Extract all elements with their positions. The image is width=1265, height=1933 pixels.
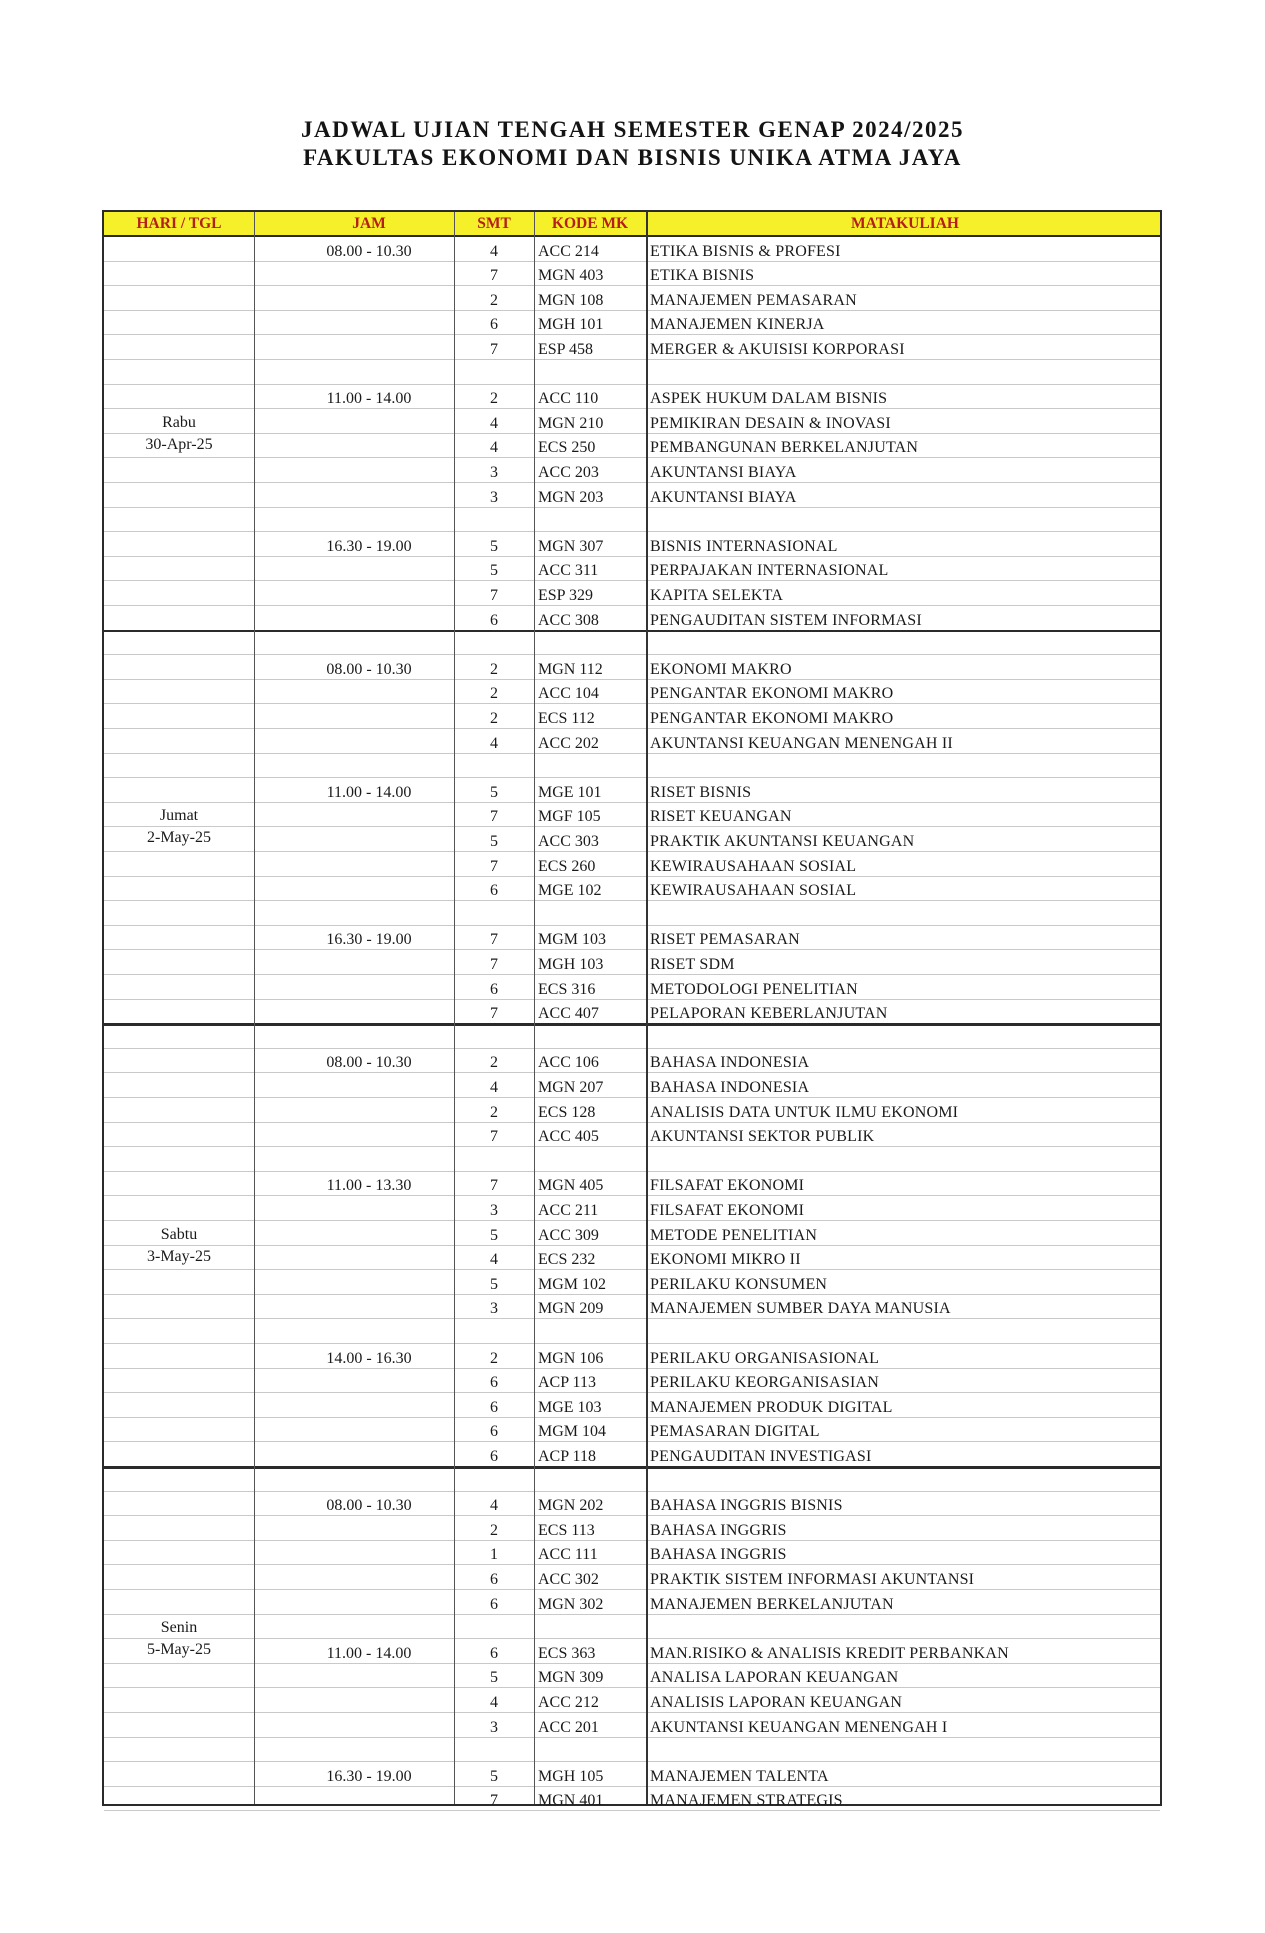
table-row <box>104 1590 1160 1615</box>
semester: 4 <box>490 414 498 432</box>
semester: 6 <box>490 1570 498 1588</box>
semester: 3 <box>490 1201 498 1219</box>
course-name: PRAKTIK SISTEM INFORMASI AKUNTANSI <box>650 1570 975 1588</box>
course-name: PENGAUDITAN SISTEM INFORMASI <box>650 611 922 629</box>
semester: 4 <box>490 734 498 752</box>
semester: 6 <box>490 1595 498 1613</box>
exam-time: 11.00 - 14.00 <box>326 390 412 408</box>
course-code: ACC 211 <box>538 1201 599 1219</box>
course-code: ACC 212 <box>538 1693 599 1711</box>
course-name: ETIKA BISNIS <box>650 267 755 285</box>
spacer-row <box>104 1147 1160 1172</box>
course-name: AKUNTANSI BIAYA <box>650 488 797 506</box>
table-row <box>104 1270 1160 1295</box>
course-name: AKUNTANSI KEUANGAN MENENGAH II <box>650 734 953 752</box>
course-name: MANAJEMEN BERKELANJUTAN <box>650 1595 894 1613</box>
course-name: AKUNTANSI KEUANGAN MENENGAH I <box>650 1718 948 1736</box>
table-row <box>104 409 1160 434</box>
table-row <box>104 286 1160 311</box>
day-date: 3-May-25 <box>147 1247 211 1265</box>
course-name: MANAJEMEN STRATEGIS <box>650 1792 843 1810</box>
semester: 3 <box>490 488 498 506</box>
exam-time: 16.30 - 19.00 <box>326 931 412 949</box>
table-row <box>104 557 1160 582</box>
course-name: PRAKTIK AKUNTANSI KEUANGAN <box>650 832 915 850</box>
table-row <box>104 237 1160 262</box>
table-row <box>104 606 1160 631</box>
table-row <box>104 729 1160 754</box>
course-code: MGN 207 <box>538 1078 604 1096</box>
course-code: MGH 103 <box>538 955 604 973</box>
semester: 5 <box>490 1226 498 1244</box>
course-name: BISNIS INTERNASIONAL <box>650 537 838 555</box>
course-code: MGN 203 <box>538 488 604 506</box>
table-row <box>104 1664 1160 1689</box>
table-row <box>104 1541 1160 1566</box>
table-row <box>104 262 1160 287</box>
course-name: RISET BISNIS <box>650 783 752 801</box>
course-code: MGM 102 <box>538 1275 607 1293</box>
column-divider <box>454 212 455 1804</box>
table-row <box>104 1246 1160 1271</box>
semester: 7 <box>490 267 498 285</box>
table-row <box>104 827 1160 852</box>
exam-time: 08.00 - 10.30 <box>326 1497 412 1515</box>
course-code: ECS 113 <box>538 1521 595 1539</box>
course-name: EKONOMI MIKRO II <box>650 1251 801 1269</box>
table-row <box>104 1221 1160 1246</box>
spacer-row <box>104 901 1160 926</box>
course-code: MGN 401 <box>538 1792 604 1810</box>
course-code: ACC 308 <box>538 611 599 629</box>
semester: 3 <box>490 1718 498 1736</box>
table-row <box>104 1098 1160 1123</box>
semester: 2 <box>490 390 498 408</box>
course-code: MGH 105 <box>538 1767 604 1785</box>
course-code: ECS 250 <box>538 439 596 457</box>
table-row <box>104 335 1160 360</box>
course-name: PEMASARAN DIGITAL <box>650 1423 820 1441</box>
course-code: ESP 458 <box>538 340 593 358</box>
header-hari: HARI / TGL <box>136 215 222 232</box>
table-row <box>104 950 1160 975</box>
course-code: ACC 201 <box>538 1718 599 1736</box>
semester: 5 <box>490 1275 498 1293</box>
semester: 7 <box>490 1792 498 1810</box>
semester: 6 <box>490 980 498 998</box>
column-divider <box>254 212 255 1804</box>
table-row <box>104 581 1160 606</box>
semester: 7 <box>490 340 498 358</box>
semester: 5 <box>490 537 498 555</box>
semester: 3 <box>490 463 498 481</box>
course-code: ACC 405 <box>538 1128 599 1146</box>
exam-time: 08.00 - 10.30 <box>326 242 412 260</box>
semester: 7 <box>490 1128 498 1146</box>
course-name: RISET SDM <box>650 955 735 973</box>
course-name: MERGER & AKUISISI KORPORASI <box>650 340 905 358</box>
course-code: MGN 405 <box>538 1177 604 1195</box>
table-row <box>104 1172 1160 1197</box>
course-name: ASPEK HUKUM DALAM BISNIS <box>650 390 888 408</box>
table-row <box>104 704 1160 729</box>
table-row <box>104 311 1160 336</box>
semester: 4 <box>490 242 498 260</box>
course-name: FILSAFAT EKONOMI <box>650 1201 805 1219</box>
column-divider <box>534 212 535 1804</box>
course-code: MGN 106 <box>538 1349 604 1367</box>
semester: 7 <box>490 1005 498 1023</box>
spacer-row <box>104 1615 1160 1640</box>
course-name: RISET KEUANGAN <box>650 808 792 826</box>
course-name: BAHASA INDONESIA <box>650 1078 810 1096</box>
semester: 2 <box>490 685 498 703</box>
table-row <box>104 877 1160 902</box>
spacer-row <box>104 1024 1160 1049</box>
course-name: MANAJEMEN SUMBER DAYA MANUSIA <box>650 1300 951 1318</box>
table-row <box>104 1344 1160 1369</box>
semester: 2 <box>490 1521 498 1539</box>
course-code: ACC 111 <box>538 1546 598 1564</box>
table-row <box>104 926 1160 951</box>
course-code: ACC 110 <box>538 390 599 408</box>
day-name: Jumat <box>159 807 199 825</box>
semester: 6 <box>490 1423 498 1441</box>
table-row <box>104 1049 1160 1074</box>
semester: 7 <box>490 931 498 949</box>
spacer-row <box>104 1319 1160 1344</box>
table-row <box>104 1787 1160 1812</box>
header-kode: KODE MK <box>551 215 629 232</box>
course-code: MGN 302 <box>538 1595 604 1613</box>
semester: 2 <box>490 660 498 678</box>
day-name: Rabu <box>162 413 196 431</box>
document-title <box>0 116 1265 172</box>
course-name: FILSAFAT EKONOMI <box>650 1177 805 1195</box>
semester: 5 <box>490 783 498 801</box>
table-header <box>104 212 1160 237</box>
course-name: BAHASA INDONESIA <box>650 1054 810 1072</box>
table-row <box>104 778 1160 803</box>
course-name: PERILAKU ORGANISASIONAL <box>650 1349 880 1367</box>
table-row <box>104 1688 1160 1713</box>
table-row <box>104 1418 1160 1443</box>
day-date: 5-May-25 <box>147 1641 211 1659</box>
semester: 7 <box>490 857 498 875</box>
semester: 6 <box>490 1447 498 1465</box>
spacer-row <box>104 631 1160 656</box>
course-code: MGF 105 <box>538 808 601 826</box>
exam-schedule-table <box>102 210 1162 1810</box>
course-name: PERPAJAKAN INTERNASIONAL <box>650 562 889 580</box>
table-row <box>104 1516 1160 1541</box>
course-code: MGE 102 <box>538 882 602 900</box>
semester: 7 <box>490 1177 498 1195</box>
course-name: BAHASA INGGRIS <box>650 1546 787 1564</box>
semester: 4 <box>490 439 498 457</box>
course-code: MGM 104 <box>538 1423 607 1441</box>
course-code: ACC 311 <box>538 562 599 580</box>
course-name: BAHASA INGGRIS BISNIS <box>650 1497 843 1515</box>
course-name: KAPITA SELEKTA <box>650 586 784 604</box>
header-smt: SMT <box>477 215 511 232</box>
course-name: ANALISIS DATA UNTUK ILMU EKONOMI <box>650 1103 959 1121</box>
course-name: ANALISA LAPORAN KEUANGAN <box>650 1669 899 1687</box>
exam-time: 14.00 - 16.30 <box>326 1349 412 1367</box>
course-code: ECS 232 <box>538 1251 596 1269</box>
course-code: ECS 363 <box>538 1644 596 1662</box>
table-row <box>104 1295 1160 1320</box>
semester: 4 <box>490 1497 498 1515</box>
course-name: MANAJEMEN PRODUK DIGITAL <box>650 1398 893 1416</box>
semester: 5 <box>490 1767 498 1785</box>
course-name: METODE PENELITIAN <box>650 1226 818 1244</box>
semester: 2 <box>490 291 498 309</box>
header-matakuliah: MATAKULIAH <box>851 215 959 232</box>
semester: 6 <box>490 1644 498 1662</box>
semester: 2 <box>490 709 498 727</box>
exam-time: 11.00 - 14.00 <box>326 1644 412 1662</box>
exam-time: 16.30 - 19.00 <box>326 537 412 555</box>
semester: 4 <box>490 1078 498 1096</box>
day-date: 2-May-25 <box>147 829 211 847</box>
course-code: MGN 209 <box>538 1300 604 1318</box>
course-name: PEMBANGUNAN BERKELANJUTAN <box>650 439 919 457</box>
course-code: ACC 407 <box>538 1005 599 1023</box>
course-code: ACC 203 <box>538 463 599 481</box>
table-row <box>104 483 1160 508</box>
table-row <box>104 458 1160 483</box>
course-name: PERILAKU KEORGANISASIAN <box>650 1374 880 1392</box>
semester: 6 <box>490 611 498 629</box>
table-row <box>104 975 1160 1000</box>
course-code: MGN 309 <box>538 1669 604 1687</box>
day-name: Senin <box>160 1619 198 1637</box>
course-name: MANAJEMEN PEMASARAN <box>650 291 857 309</box>
table-row <box>104 434 1160 459</box>
table-row <box>104 1123 1160 1148</box>
semester: 2 <box>490 1349 498 1367</box>
table-row <box>104 1565 1160 1590</box>
course-name: MANAJEMEN TALENTA <box>650 1767 829 1785</box>
course-name: AKUNTANSI BIAYA <box>650 463 797 481</box>
table-row <box>104 1713 1160 1738</box>
course-name: KEWIRAUSAHAAN SOSIAL <box>650 857 857 875</box>
course-name: PENGANTAR EKONOMI MAKRO <box>650 709 894 727</box>
course-code: ECS 260 <box>538 857 596 875</box>
semester: 7 <box>490 955 498 973</box>
course-code: ACC 106 <box>538 1054 599 1072</box>
course-code: ACC 214 <box>538 242 599 260</box>
table-row <box>104 1639 1160 1664</box>
semester: 6 <box>490 1398 498 1416</box>
course-name: PELAPORAN KEBERLANJUTAN <box>650 1005 888 1023</box>
day-name: Sabtu <box>160 1225 198 1243</box>
course-code: MGN 108 <box>538 291 604 309</box>
course-name: MANAJEMEN KINERJA <box>650 316 825 334</box>
course-name: BAHASA INGGRIS <box>650 1521 787 1539</box>
column-divider <box>646 212 648 1804</box>
title-line-1: JADWAL UJIAN TENGAH SEMESTER GENAP 2024/2025 <box>300 117 965 142</box>
exam-time: 11.00 - 13.30 <box>326 1177 412 1195</box>
day-date: 30-Apr-25 <box>145 435 213 453</box>
course-name: AKUNTANSI SEKTOR PUBLIK <box>650 1128 875 1146</box>
course-name: METODOLOGI PENELITIAN <box>650 980 858 998</box>
course-name: EKONOMI MAKRO <box>650 660 792 678</box>
table-row <box>104 1000 1160 1025</box>
course-code: MGE 101 <box>538 783 602 801</box>
course-name: MAN.RISIKO & ANALISIS KREDIT PERBANKAN <box>650 1644 1009 1662</box>
course-code: ESP 329 <box>538 586 593 604</box>
course-code: ACC 104 <box>538 685 599 703</box>
semester: 6 <box>490 882 498 900</box>
table-row <box>104 1442 1160 1467</box>
exam-time: 08.00 - 10.30 <box>326 660 412 678</box>
exam-time: 16.30 - 19.00 <box>326 1767 412 1785</box>
table-row <box>104 655 1160 680</box>
semester: 4 <box>490 1251 498 1269</box>
semester: 6 <box>490 316 498 334</box>
course-code: ACC 309 <box>538 1226 599 1244</box>
semester: 2 <box>490 1103 498 1121</box>
table-row <box>104 803 1160 828</box>
spacer-row <box>104 360 1160 385</box>
course-code: MGH 101 <box>538 316 604 334</box>
title-line-2: FAKULTAS EKONOMI DAN BISNIS UNIKA ATMA JAYA <box>303 145 962 170</box>
course-name: PENGAUDITAN INVESTIGASI <box>650 1447 872 1465</box>
table-row <box>104 1196 1160 1221</box>
header-jam: JAM <box>352 215 386 232</box>
exam-time: 08.00 - 10.30 <box>326 1054 412 1072</box>
course-code: ACP 113 <box>538 1374 596 1392</box>
table-row <box>104 1073 1160 1098</box>
spacer-row <box>104 754 1160 779</box>
semester: 6 <box>490 1374 498 1392</box>
table-row <box>104 852 1160 877</box>
course-code: MGN 403 <box>538 267 604 285</box>
table-row <box>104 1393 1160 1418</box>
course-name: PENGANTAR EKONOMI MAKRO <box>650 685 894 703</box>
spacer-row <box>104 1467 1160 1492</box>
spacer-row <box>104 508 1160 533</box>
course-name: PERILAKU KONSUMEN <box>650 1275 828 1293</box>
course-code: ECS 112 <box>538 709 595 727</box>
course-code: MGN 307 <box>538 537 604 555</box>
semester: 5 <box>490 562 498 580</box>
course-name: KEWIRAUSAHAAN SOSIAL <box>650 882 857 900</box>
semester: 2 <box>490 1054 498 1072</box>
semester: 5 <box>490 832 498 850</box>
course-name: PEMIKIRAN DESAIN & INOVASI <box>650 414 891 432</box>
semester: 4 <box>490 1693 498 1711</box>
semester: 7 <box>490 586 498 604</box>
table-row <box>104 1369 1160 1394</box>
course-code: MGN 112 <box>538 660 603 678</box>
course-name: RISET PEMASARAN <box>650 931 800 949</box>
course-code: MGE 103 <box>538 1398 602 1416</box>
table-row <box>104 1762 1160 1787</box>
course-name: ANALISIS LAPORAN KEUANGAN <box>650 1693 903 1711</box>
semester: 5 <box>490 1669 498 1687</box>
exam-time: 11.00 - 14.00 <box>326 783 412 801</box>
table-row <box>104 680 1160 705</box>
course-code: ACC 303 <box>538 832 599 850</box>
course-code: ECS 128 <box>538 1103 596 1121</box>
semester: 3 <box>490 1300 498 1318</box>
table-row <box>104 1492 1160 1517</box>
semester: 7 <box>490 808 498 826</box>
course-code: MGM 103 <box>538 931 607 949</box>
course-code: ACC 302 <box>538 1570 599 1588</box>
course-code: MGN 202 <box>538 1497 604 1515</box>
table-row <box>104 532 1160 557</box>
semester: 1 <box>490 1546 498 1564</box>
spacer-row <box>104 1738 1160 1763</box>
table-row <box>104 385 1160 410</box>
course-name: ETIKA BISNIS & PROFESI <box>650 242 841 260</box>
course-code: ACC 202 <box>538 734 599 752</box>
course-code: ACP 118 <box>538 1447 596 1465</box>
course-code: MGN 210 <box>538 414 604 432</box>
course-code: ECS 316 <box>538 980 596 998</box>
